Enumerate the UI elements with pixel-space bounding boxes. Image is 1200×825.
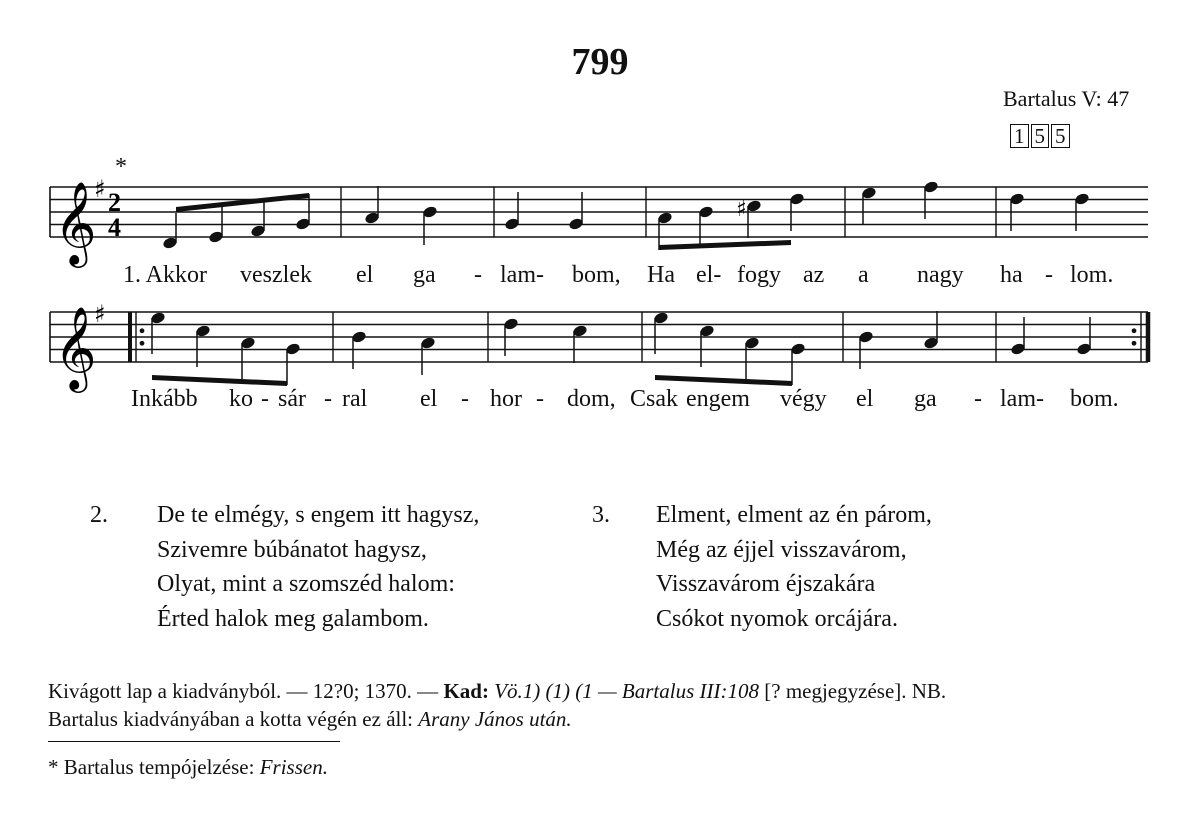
note-beam xyxy=(152,375,287,386)
verse-line: Szivemre búbánatot hagysz, xyxy=(157,537,427,563)
lyric-syllable: az xyxy=(803,262,825,288)
staff-line-1 xyxy=(50,175,1148,268)
tempo-asterisk: * xyxy=(115,154,127,180)
lyric-syllable: nagy xyxy=(917,262,964,288)
lyric-syllable: fogy xyxy=(737,262,781,288)
source-note-text: Bartalus kiadványában a kotta végén ez áll: xyxy=(48,707,419,731)
lyric-syllable: bom. xyxy=(1070,386,1119,412)
lyric-syllable: bom, xyxy=(572,262,621,288)
source-note-text: [? megjegyzése]. NB. xyxy=(759,679,947,703)
source-note-line-2 xyxy=(48,707,572,732)
code-box: 5 xyxy=(1031,124,1050,148)
sharp-accidental: ♯ xyxy=(736,197,747,222)
lyric-syllable: veszlek xyxy=(240,262,312,288)
lyric-syllable: ha xyxy=(1000,262,1023,288)
lyric-syllable: lom. xyxy=(1070,262,1114,288)
lyric-syllable: lam- xyxy=(1000,386,1044,412)
lyric-syllable: - xyxy=(536,386,544,412)
footnote xyxy=(48,755,328,780)
lyric-syllable: dom, xyxy=(567,386,616,412)
treble-clef: 𝄞 xyxy=(54,180,97,264)
lyric-syllable: el xyxy=(420,386,438,412)
note-beam xyxy=(176,193,309,212)
key-signature-sharp: ♯ xyxy=(94,175,106,203)
lyric-syllable: a xyxy=(858,262,869,288)
lyric-syllable: - xyxy=(974,386,982,412)
repeat-dot xyxy=(140,328,145,333)
lyric-syllable: hor xyxy=(490,386,522,412)
verse-line: Csókot nyomok orcájára. xyxy=(656,606,898,632)
lyric-syllable: - xyxy=(1045,262,1053,288)
time-signature-bottom: 4 xyxy=(108,213,121,242)
lyric-syllable: ga xyxy=(413,262,436,288)
treble-clef: 𝄞 xyxy=(54,305,97,389)
lyric-syllable: el- xyxy=(696,262,722,288)
note-beam xyxy=(659,240,791,250)
page-number: 799 xyxy=(571,41,629,83)
key-signature-sharp: ♯ xyxy=(94,300,106,328)
lyric-syllable: - xyxy=(261,386,269,412)
lyric-syllable: - xyxy=(474,262,482,288)
lyric-syllable: - xyxy=(461,386,469,412)
verse-line: Elment, elment az én párom, xyxy=(656,502,932,528)
staff-line-2 xyxy=(50,300,1148,393)
lyric-syllable: engem xyxy=(686,386,750,412)
source-note-line-1 xyxy=(48,679,946,704)
lyric-syllable: ral xyxy=(342,386,368,412)
lyric-syllable: Csak xyxy=(630,386,678,412)
kad-reference: Vö.1) (1) (1 — Bartalus III:108 xyxy=(488,679,759,703)
verse-line: De te elmégy, s engem itt hagysz, xyxy=(157,502,480,528)
lyric-syllable: - xyxy=(324,386,332,412)
verse-number: 3. xyxy=(592,502,610,528)
lyric-syllable: ga xyxy=(914,386,937,412)
code-box: 5 xyxy=(1051,124,1070,148)
footnote-text: Bartalus tempójelzése: xyxy=(58,755,260,779)
lyric-syllable: sár xyxy=(278,386,306,412)
time-signature-top: 2 xyxy=(108,188,121,217)
repeat-dot xyxy=(140,341,145,346)
source-note-italic: Arany János után. xyxy=(418,707,572,731)
verse-line: Olyat, mint a szomszéd halom: xyxy=(157,571,455,597)
verse-line: Még az éjjel visszavárom, xyxy=(656,537,907,563)
verse-line: Érted halok meg galambom. xyxy=(157,606,429,632)
verse-line: Visszavárom éjszakára xyxy=(656,571,876,597)
lyric-syllable: Inkább xyxy=(131,386,198,412)
lyric-syllable: 1. Akkor xyxy=(123,262,207,288)
footnote-mark: * xyxy=(48,755,59,779)
repeat-dot xyxy=(1132,328,1137,333)
note-beam xyxy=(655,375,792,386)
source-note-text: Kivágott lap a kiadványból. — 12?0; 1370. — xyxy=(48,679,444,703)
footnote-italic: Frissen. xyxy=(259,755,328,779)
lyric-syllable: Ha xyxy=(647,262,675,288)
footnote-divider xyxy=(48,741,340,742)
kad-label: Kad: xyxy=(443,679,489,703)
lyric-syllable: el xyxy=(856,386,874,412)
repeat-dot xyxy=(1132,341,1137,346)
lyric-syllable: végy xyxy=(780,386,827,412)
lyric-syllable: ko xyxy=(229,386,253,412)
code-box: 1 xyxy=(1010,124,1029,148)
lyric-syllable: lam- xyxy=(500,262,544,288)
verse-number: 2. xyxy=(90,502,108,528)
lyric-syllable: el xyxy=(356,262,374,288)
source-reference: Bartalus V: 47 xyxy=(1003,86,1130,111)
